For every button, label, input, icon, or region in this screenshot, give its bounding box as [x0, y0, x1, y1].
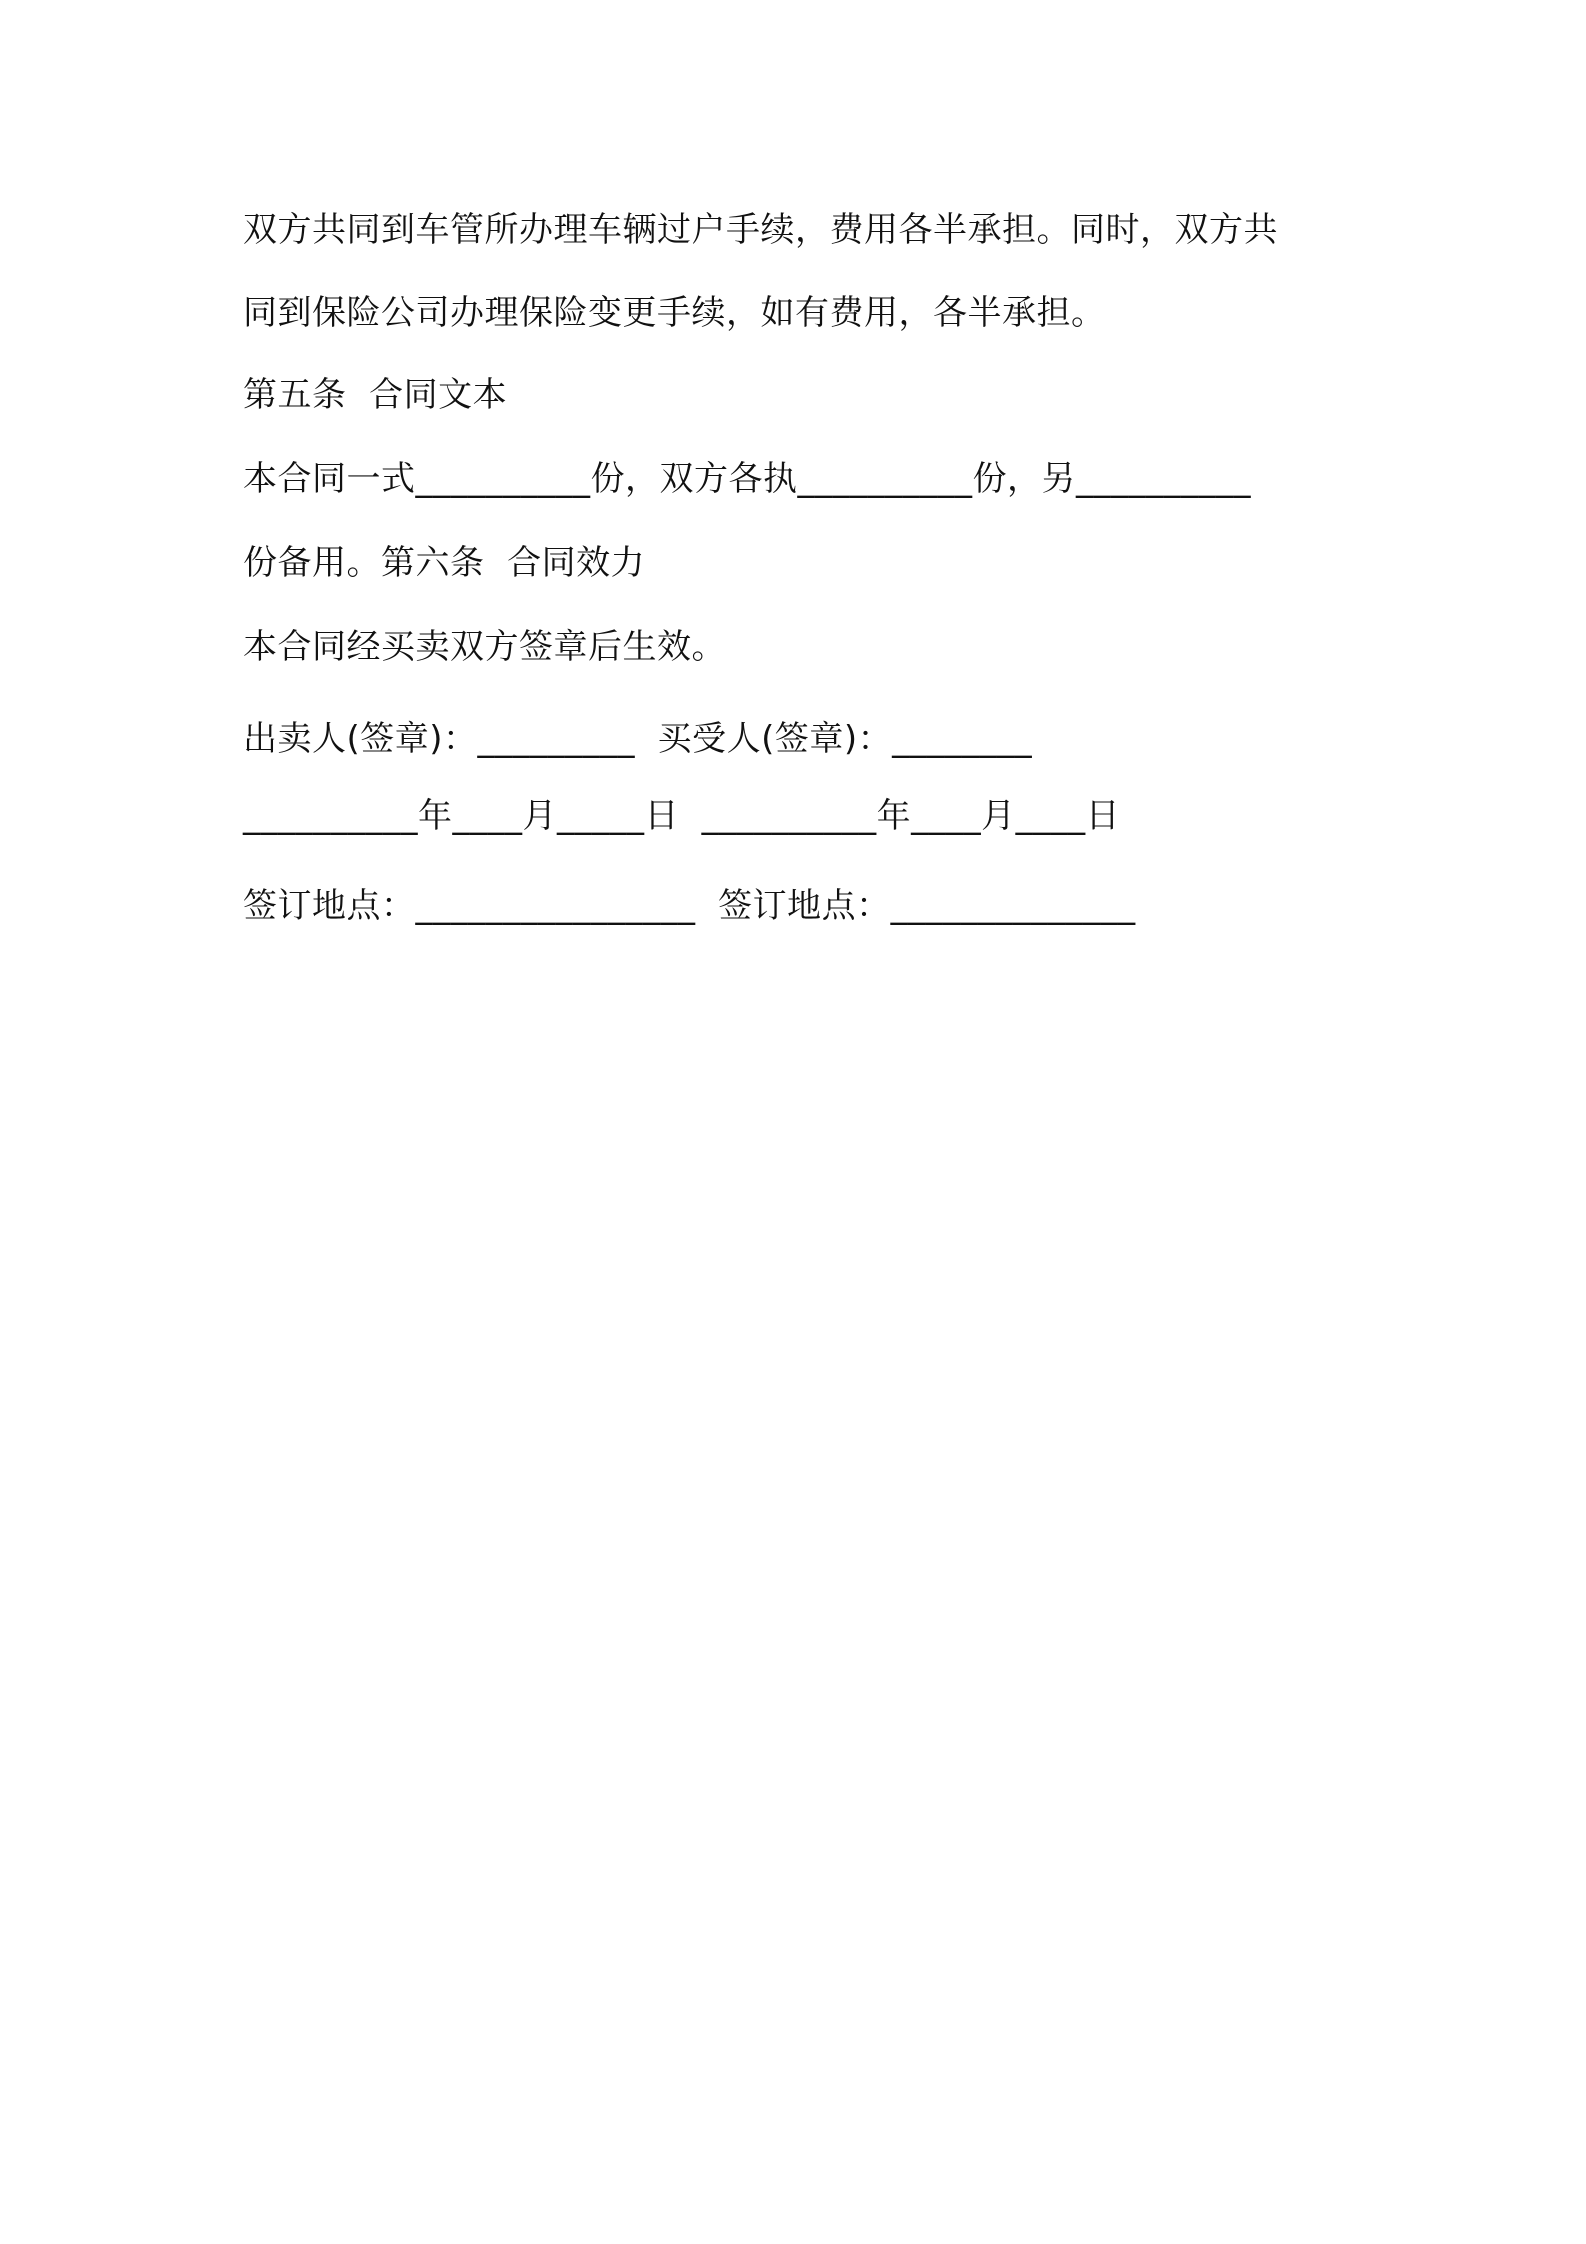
contract-effect-text: 本合同经买卖双方签章后生效。	[243, 627, 726, 667]
contract-copies-line-2: 份备用。第六条 合同效力	[243, 543, 646, 583]
signing-place-line: 签订地点：________________ 签订地点：______________	[243, 886, 1136, 926]
contract-copies-line-1: 本合同一式__________份，双方各执__________份，另__________	[243, 459, 1251, 499]
paragraph-transfer-procedure-line-2: 同到保险公司办理保险变更手续，如有费用，各半承担。	[243, 293, 1106, 333]
signature-line: 出卖人(签章)：_________ 买受人(签章)：________	[243, 719, 1033, 759]
date-line: __________年____月_____日 __________年____月____日	[243, 796, 1121, 836]
article-5-heading: 第五条 合同文本	[243, 375, 508, 415]
paragraph-transfer-procedure-line-1: 双方共同到车管所办理车辆过户手续，费用各半承担。同时，双方共	[243, 210, 1278, 250]
